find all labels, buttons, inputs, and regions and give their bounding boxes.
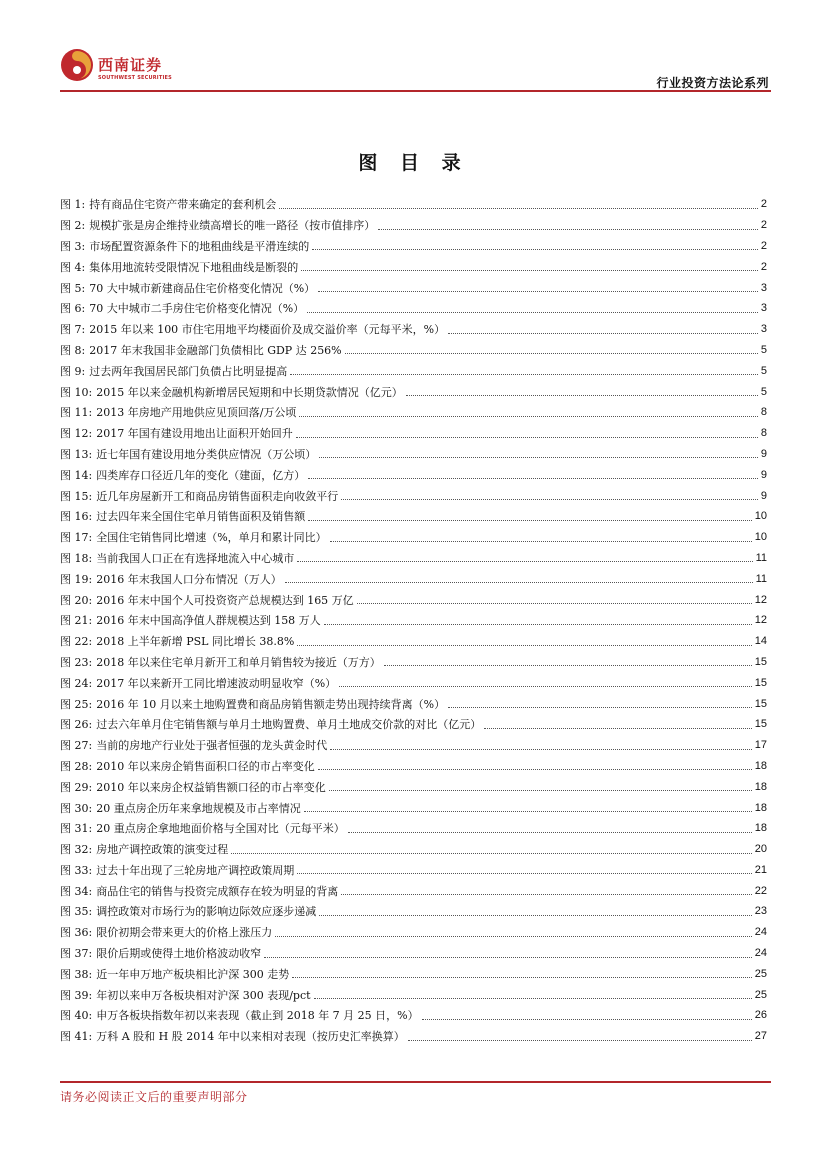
toc-leader-dots — [292, 969, 752, 978]
toc-leader-dots — [290, 366, 758, 375]
toc-entry-label: 图 38: — [60, 967, 93, 981]
toc-leader-dots — [348, 824, 752, 833]
toc-leader-dots — [318, 283, 758, 292]
toc-entry-label: 图 13: — [60, 447, 93, 461]
toc-entry-page: 12 — [754, 593, 767, 606]
toc-entry-label: 图 31: — [60, 822, 93, 836]
toc-entry-label: 图 37: — [60, 947, 93, 961]
toc-leader-dots — [314, 990, 752, 999]
toc-entry[interactable] — [60, 485, 767, 506]
toc-entry-title: 近几年房屋新开工和商品房销售面积走向收敛平行 — [96, 489, 339, 503]
toc-leader-dots — [307, 304, 758, 313]
toc-entry-title: 过去四年来全国住宅单月销售面积及销售额 — [96, 510, 306, 524]
toc-leader-dots — [484, 720, 752, 729]
toc-leader-dots — [422, 1011, 752, 1020]
toc-entry-label: 图 29: — [60, 780, 93, 794]
toc-entry-page: 22 — [754, 884, 767, 897]
toc-entry[interactable] — [60, 652, 767, 673]
toc-entry-page: 8 — [760, 406, 767, 419]
page-title: 图 目 录 — [358, 152, 469, 174]
toc-entry-page: 15 — [754, 676, 767, 689]
toc-entry-title: 70 大中城市新建商品住宅价格变化情况（%） — [89, 281, 316, 295]
toc-leader-dots — [324, 616, 752, 625]
toc-entry-title: 过去六年单月住宅销售额与单月土地购置费、单月土地成交价款的对比（亿元） — [96, 718, 482, 732]
toc-entry[interactable] — [60, 797, 767, 818]
toc-entry-page: 18 — [754, 822, 767, 835]
toc-entry-label: 图 15: — [60, 489, 93, 503]
toc-leader-dots — [341, 491, 758, 500]
toc-entry[interactable] — [60, 610, 767, 631]
toc-entry[interactable] — [60, 194, 767, 215]
toc-entry[interactable] — [60, 360, 767, 381]
toc-entry-label: 图 23: — [60, 655, 93, 669]
toc-entry-title: 房地产调控政策的演变过程 — [96, 843, 229, 857]
toc-entry-label: 图 14: — [60, 468, 93, 482]
toc-entry-title: 集体用地流转受限情况下地租曲线是断裂的 — [89, 260, 299, 274]
toc-leader-dots — [301, 262, 758, 271]
toc-entry-title: 2016 年末我国人口分布情况（万人） — [96, 572, 282, 586]
toc-entry-page: 11 — [755, 551, 767, 564]
toc-leader-dots — [296, 429, 758, 438]
toc-entry-label: 图 18: — [60, 551, 93, 565]
toc-entry[interactable] — [60, 506, 767, 527]
toc-entry-page: 20 — [754, 843, 767, 856]
page-header — [60, 46, 771, 94]
toc-leader-dots — [330, 533, 752, 542]
toc-entry[interactable] — [60, 714, 767, 735]
toc-leader-dots — [330, 741, 752, 750]
toc-entry-page: 15 — [754, 718, 767, 731]
toc-entry-page: 23 — [754, 905, 767, 918]
toc-entry[interactable] — [60, 381, 767, 402]
toc-entry-page: 26 — [754, 1009, 767, 1022]
toc-entry[interactable] — [60, 839, 767, 860]
toc-entry-title: 过去两年我国居民部门负债占比明显提高 — [89, 364, 288, 378]
toc-entry-label: 图 10: — [60, 385, 93, 399]
toc-entry-title: 2017 年末我国非金融部门负债相比 GDP 达 256% — [89, 343, 342, 357]
toc-entry-label: 图 4: — [60, 260, 86, 274]
toc-entry[interactable] — [60, 818, 767, 839]
toc-entry-label: 图 2: — [60, 219, 86, 233]
toc-entry-page: 9 — [760, 447, 767, 460]
toc-leader-dots — [357, 595, 752, 604]
toc-leader-dots — [285, 574, 753, 583]
toc-entry[interactable] — [60, 298, 767, 319]
toc-leader-dots — [319, 907, 752, 916]
toc-entry-page: 3 — [760, 302, 767, 315]
toc-entry[interactable] — [60, 1005, 767, 1026]
toc-entry-label: 图 34: — [60, 884, 93, 898]
toc-leader-dots — [339, 678, 752, 687]
toc-entry[interactable] — [60, 693, 767, 714]
toc-leader-dots — [408, 1032, 752, 1041]
toc-leader-dots — [279, 200, 758, 209]
toc-leader-dots — [345, 345, 758, 354]
toc-entry[interactable] — [60, 943, 767, 964]
toc-leader-dots — [299, 408, 757, 417]
toc-entry[interactable] — [60, 464, 767, 485]
toc-entry[interactable] — [60, 423, 767, 444]
toc-leader-dots — [319, 449, 758, 458]
toc-entry[interactable] — [60, 735, 767, 756]
toc-entry-title: 近一年申万地产板块相比沪深 300 走势 — [96, 967, 290, 981]
toc-leader-dots — [341, 886, 752, 895]
toc-entry-title: 限价初期会带来更大的价格上涨压力 — [96, 926, 273, 940]
toc-entry[interactable] — [60, 319, 767, 340]
toc-leader-dots — [297, 553, 752, 562]
toc-entry[interactable] — [60, 922, 767, 943]
toc-entry-title: 70 大中城市二手房住宅价格变化情况（%） — [89, 302, 305, 316]
toc-entry-page: 5 — [760, 343, 767, 356]
toc-entry-title: 20 重点房企历年来拿地规模及市占率情况 — [96, 801, 301, 815]
toc-leader-dots — [312, 241, 758, 250]
toc-entry-title: 规模扩张是房企维持业绩高增长的唯一路径（按市值排序） — [89, 219, 376, 233]
toc-entry-title: 2013 年房地产用地供应见顶回落/万公顷 — [96, 406, 297, 420]
toc-entry-title: 商品住宅的销售与投资完成额存在较为明显的背离 — [96, 884, 339, 898]
toc-entry[interactable] — [60, 444, 767, 465]
toc-entry-label: 图 39: — [60, 988, 93, 1002]
toc-entry[interactable] — [60, 277, 767, 298]
logo-english-name: SOUTHWEST SECURITIES — [98, 75, 172, 81]
toc-entry-page: 5 — [760, 364, 767, 377]
toc-entry-page: 2 — [760, 239, 767, 252]
toc-entry-page: 9 — [760, 468, 767, 481]
toc-entry-title: 2015 年以来 100 市住宅用地平均楼面价及成交溢价率（元每平米，%） — [89, 323, 446, 337]
toc-leader-dots — [275, 928, 752, 937]
toc-entry-page: 15 — [754, 655, 767, 668]
toc-entry-label: 图 8: — [60, 343, 86, 357]
toc-entry-label: 图 16: — [60, 510, 93, 524]
toc-entry-title: 申万各板块指数年初以来表现（截止到 2018 年 7 月 25 日，%） — [96, 1009, 419, 1023]
toc-entry[interactable] — [60, 215, 767, 236]
toc-entry-label: 图 33: — [60, 863, 93, 877]
toc-entry-page: 3 — [760, 281, 767, 294]
toc-entry-title: 万科 A 股和 H 股 2014 年中以来相对表现（按历史汇率换算） — [96, 1030, 405, 1044]
toc-leader-dots — [308, 470, 758, 479]
toc-entry-page: 2 — [760, 198, 767, 211]
toc-entry-label: 图 20: — [60, 593, 93, 607]
toc-entry-label: 图 35: — [60, 905, 93, 919]
toc-leader-dots — [231, 845, 752, 854]
toc-leader-dots — [448, 699, 752, 708]
footer-divider — [60, 1081, 771, 1083]
toc-entry-title: 2010 年以来房企权益销售额口径的市占率变化 — [96, 780, 326, 794]
toc-entry-page: 2 — [760, 219, 767, 232]
toc-entry-title: 持有商品住宅资产带来确定的套利机会 — [89, 198, 277, 212]
toc-entry-label: 图 21: — [60, 614, 93, 628]
toc-entry-page: 10 — [754, 531, 767, 544]
footer-disclaimer: 请务必阅读正文后的重要声明部分 — [60, 1090, 248, 1104]
toc-entry[interactable] — [60, 1026, 767, 1047]
report-series-title: 行业投资方法论系列 — [656, 76, 769, 90]
toc-entry-title: 20 重点房企拿地地面价格与全国对比（元每平米） — [96, 822, 345, 836]
toc-entry-page: 25 — [754, 967, 767, 980]
toc-entry-label: 图 22: — [60, 635, 93, 649]
toc-entry-title: 当前的房地产行业处于强者恒强的龙头黄金时代 — [96, 739, 328, 753]
toc-entry-page: 9 — [760, 489, 767, 502]
toc-entry-label: 图 28: — [60, 759, 93, 773]
toc-entry-title: 年初以来申万各板块相对沪深 300 表现/pct — [96, 988, 311, 1002]
toc-entry-page: 21 — [754, 863, 767, 876]
toc-entry-page: 12 — [754, 614, 767, 627]
figure-list — [60, 194, 767, 1047]
toc-entry[interactable] — [60, 776, 767, 797]
toc-entry-title: 当前我国人口正在有选择地流入中心城市 — [96, 551, 295, 565]
toc-entry-title: 近七年国有建设用地分类供应情况（万公顷） — [96, 447, 317, 461]
toc-entry-page: 27 — [754, 1030, 767, 1043]
toc-entry-page: 24 — [754, 926, 767, 939]
toc-entry[interactable] — [60, 860, 767, 881]
toc-entry-label: 图 30: — [60, 801, 93, 815]
toc-entry-title: 市场配置资源条件下的地租曲线是平滑连续的 — [89, 239, 310, 253]
toc-entry[interactable] — [60, 880, 767, 901]
toc-entry-page: 15 — [754, 697, 767, 710]
toc-entry-label: 图 7: — [60, 323, 86, 337]
toc-entry-page: 17 — [754, 739, 767, 752]
header-divider — [60, 90, 771, 92]
toc-entry-title: 2018 年以来住宅单月新开工和单月销售较为接近（万方） — [96, 655, 381, 669]
toc-entry[interactable] — [60, 527, 767, 548]
toc-entry-page: 18 — [754, 759, 767, 772]
toc-entry-page: 2 — [760, 260, 767, 273]
logo-chinese-name: 西南证券 — [98, 56, 163, 74]
toc-entry-title: 2015 年以来金融机构新增居民短期和中长期贷款情况（亿元） — [96, 385, 403, 399]
toc-entry-label: 图 41: — [60, 1030, 93, 1044]
toc-entry-label: 图 3: — [60, 239, 86, 253]
toc-entry-page: 18 — [754, 801, 767, 814]
toc-entry[interactable] — [60, 340, 767, 361]
toc-entry-label: 图 19: — [60, 572, 93, 586]
logo-emblem-icon — [60, 48, 94, 82]
toc-entry-page: 18 — [754, 780, 767, 793]
toc-entry[interactable] — [60, 548, 767, 569]
toc-entry-label: 图 26: — [60, 718, 93, 732]
toc-entry[interactable] — [60, 568, 767, 589]
toc-entry-title: 2016 年末中国高净值人群规模达到 158 万人 — [96, 614, 321, 628]
toc-leader-dots — [329, 782, 752, 791]
toc-entry-title: 四类库存口径近几年的变化（建面，亿方） — [96, 468, 306, 482]
toc-entry-label: 图 24: — [60, 676, 93, 690]
toc-entry-title: 2010 年以来房企销售面积口径的市占率变化 — [96, 759, 315, 773]
toc-entry[interactable] — [60, 756, 767, 777]
toc-leader-dots — [406, 387, 758, 396]
toc-entry-title: 2016 年末中国个人可投资资产总规模达到 165 万亿 — [96, 593, 354, 607]
toc-leader-dots — [318, 761, 752, 770]
toc-entry[interactable] — [60, 672, 767, 693]
toc-entry-label: 图 36: — [60, 926, 93, 940]
toc-entry-label: 图 17: — [60, 531, 93, 545]
toc-entry-page: 10 — [754, 510, 767, 523]
company-logo — [60, 48, 170, 88]
toc-entry-page: 5 — [760, 385, 767, 398]
toc-entry[interactable] — [60, 901, 767, 922]
toc-entry-label: 图 5: — [60, 281, 86, 295]
toc-leader-dots — [308, 512, 752, 521]
toc-leader-dots — [304, 803, 752, 812]
toc-entry-page: 14 — [754, 635, 767, 648]
toc-entry-title: 过去十年出现了三轮房地产调控政策周期 — [96, 863, 295, 877]
toc-entry-page: 3 — [760, 323, 767, 336]
toc-entry[interactable] — [60, 963, 767, 984]
toc-entry-label: 图 32: — [60, 843, 93, 857]
toc-entry-label: 图 27: — [60, 739, 93, 753]
toc-entry[interactable] — [60, 402, 767, 423]
toc-entry-title: 2016 年 10 月以来土地购置费和商品房销售额走势出现持续背离（%） — [96, 697, 446, 711]
toc-entry-label: 图 40: — [60, 1009, 93, 1023]
toc-entry-title: 调控政策对市场行为的影响边际效应逐步递减 — [96, 905, 317, 919]
toc-leader-dots — [378, 221, 758, 230]
toc-leader-dots — [264, 949, 752, 958]
toc-entry-title: 2017 年国有建设用地出让面积开始回升 — [96, 427, 293, 441]
toc-entry-label: 图 11: — [60, 406, 93, 420]
toc-entry-label: 图 1: — [60, 198, 86, 212]
toc-entry-label: 图 6: — [60, 302, 86, 316]
toc-entry-title: 2017 年以来新开工同比增速波动明显收窄（%） — [96, 676, 337, 690]
toc-leader-dots — [448, 325, 758, 334]
toc-entry[interactable] — [60, 236, 767, 257]
toc-leader-dots — [297, 637, 751, 646]
toc-entry-title: 全国住宅销售同比增速（%，单月和累计同比） — [96, 531, 327, 545]
toc-entry[interactable] — [60, 589, 767, 610]
toc-entry[interactable] — [60, 984, 767, 1005]
toc-entry[interactable] — [60, 256, 767, 277]
toc-entry-label: 图 25: — [60, 697, 93, 711]
toc-entry-label: 图 9: — [60, 364, 86, 378]
toc-leader-dots — [384, 657, 752, 666]
toc-entry[interactable] — [60, 631, 767, 652]
toc-entry-page: 24 — [754, 947, 767, 960]
toc-entry-page: 25 — [754, 988, 767, 1001]
toc-entry-page: 11 — [755, 572, 767, 585]
toc-entry-page: 8 — [760, 427, 767, 440]
toc-leader-dots — [297, 865, 752, 874]
toc-entry-title: 限价后期或使得土地价格波动收窄 — [96, 947, 262, 961]
toc-entry-label: 图 12: — [60, 427, 93, 441]
toc-entry-title: 2018 上半年新增 PSL 同比增长 38.8% — [96, 635, 295, 649]
